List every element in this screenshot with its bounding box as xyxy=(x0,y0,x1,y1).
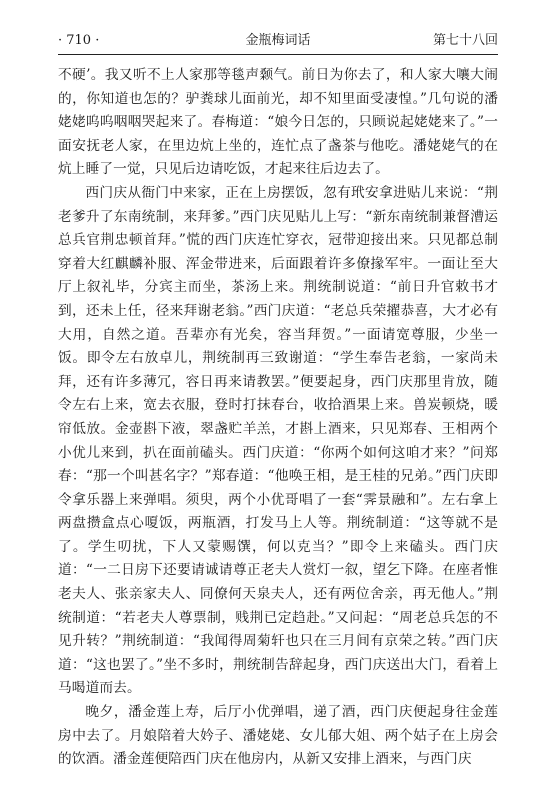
page-header xyxy=(58,30,498,55)
chapter-title: 第七十八回 xyxy=(432,33,498,48)
book-title: 金瓶梅词话 xyxy=(245,33,311,48)
page-body xyxy=(58,64,498,772)
paragraph: 晚夕，潘金莲上寿，后厅小优弹唱，递了酒，西门庆便起身往金莲房中去了。月娘陪着大妗子、潘姥姥、女儿郁大姐、两个姑子在上房会的饮酒。潘金莲便陪西门庆在他房内，从新又安排上酒来，与西门庆 xyxy=(58,704,498,768)
paragraph-continued: 不硬’。我又听不上人家那等毯声颡气。前日为你去了，和人家大嚷大闹的，你知道也怎的？驴粪球儿面前光，却不知里面受凄惶。”几句说的潘姥姥呜呜咽咽哭起来了。春梅道：“娘今日怎的，只顾说起姥姥来了。”一面安抚老人家，在里边炕上坐的，连忙点了盏茶与他吃。潘姥姥气的在炕上睡了一觉，只见后边请吃饭，才起来往后边去了。 xyxy=(58,67,498,178)
page-number: · 710 · xyxy=(58,33,100,48)
paragraph: 西门庆从衙门中来家，正在上房摆饭，忽有玳安拿进贴儿来说：“荆老爹升了东南统制，来拜爹。”西门庆见贴儿上写：“新东南统制兼督漕运总兵官荆忠顿首拜。”慌的西门庆连忙穿衣，冠带迎接出来。只见都总制穿着大红麒麟补服、浑金带进来，后面跟着许多僚掾军牢。一面让至大厅上叙礼毕，分宾主而坐，茶汤上来。荆统制说道：“前日升官敕书才到，还未上任，径来拜谢老翁。”西门庆道：“老总兵荣擢恭喜，大才必有大用，自然之道。吾辈亦有光矣，容当拜贺。”一面请宽尊服，少坐一饭。即令左右放卓儿，荆统制再三致谢道：“学生奉告老翁，一家尚未拜，还有许多薄冗，容日再来请教罢。”便要起身，西门庆那里肯放，随令左右上来，宽去衣服，登时打抹春台，收拾酒果上来。兽炭顿烧，暖帘低放。金壶斟下液，翠盏贮羊羔，才斟上酒来，只见郑春、王相两个小优儿来到，扒在面前磕头。西门庆道：“你两个如何这咱才来？”问郑春：“那一个叫甚名字？”郑春道：“他唤王相，是王桂的兄弟。”西门庆即令拿乐器上来弹唱。须臾，两个小优哥唱了一套“霁景融和”。左右拿上两盘攒盒点心嗄饭，两瓶酒，打发马上人等。荆统制道：“这等就不是了。学生叨扰，下人又蒙赐馔，何以克当？”即令上来磕头。西门庆道：“一二日房下还要请诚请尊正老夫人赏灯一叙，望乞下降。在座者惟老夫人、张亲家夫人、同僚何天泉夫人，还有两位舍亲，再无他人。”荆统制道：“若老夫人尊票制，贱荆已定趋赴。”又问起：“周老总兵怎的不见升转？”荆统制道：“我闻得周菊轩也只在三月间有京荣之转。”西门庆道：“这也罢了。”坐不多时，荆统制告辞起身，西门庆送出大门，看着上马喝道而去。 xyxy=(58,184,498,697)
